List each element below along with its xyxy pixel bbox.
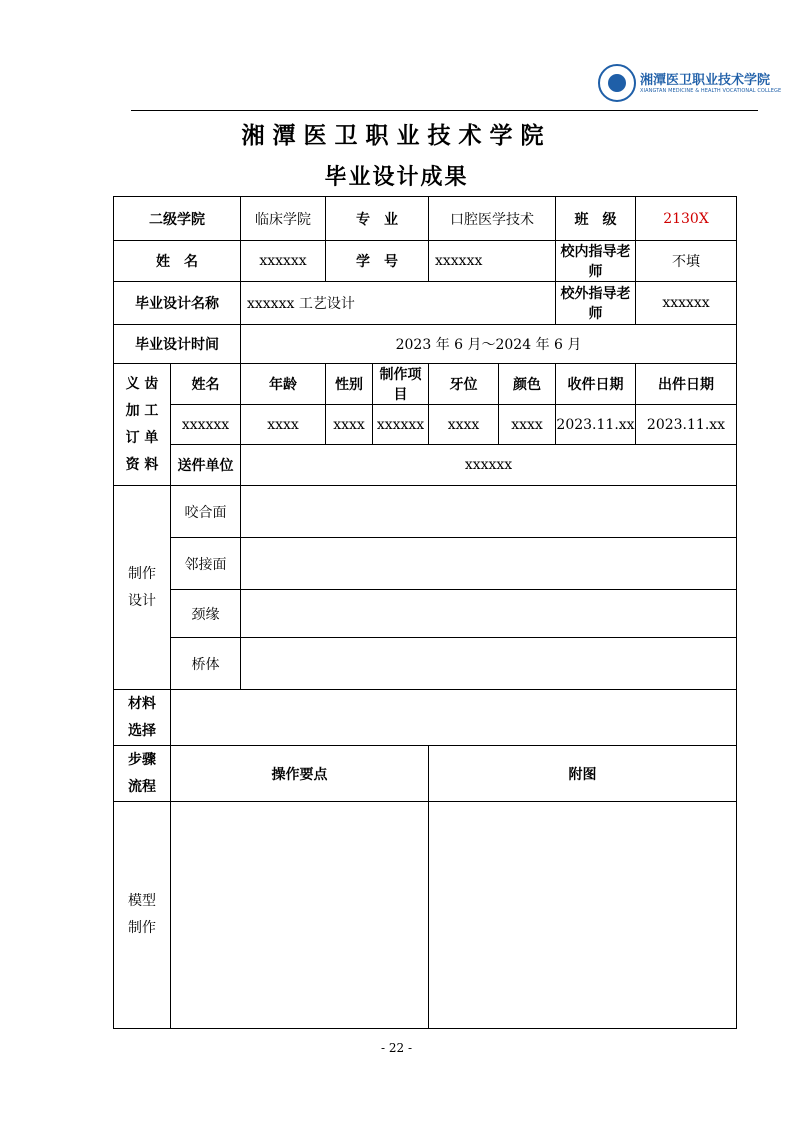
occlusal-label: 咬合面 — [171, 486, 241, 538]
sender-value: xxxxxx — [241, 445, 737, 486]
major-label: 专 业 — [326, 197, 429, 241]
graduation-design-form — [113, 196, 737, 1029]
student-id-value: xxxxxx — [429, 241, 556, 282]
order-value-item: xxxxxx — [373, 405, 429, 445]
order-value-age: xxxx — [241, 405, 326, 445]
order-header-item: 制作项目 — [373, 364, 429, 405]
order-value-tooth: xxxx — [429, 405, 499, 445]
cervical-label: 颈缘 — [171, 590, 241, 638]
order-header-gender: 性别 — [326, 364, 373, 405]
order-value-name: xxxxxx — [171, 405, 241, 445]
header-rule — [131, 110, 758, 111]
design-name-value: xxxxxx 工艺设计 — [241, 282, 556, 325]
order-value-receive-date: 2023.11.xx — [556, 405, 636, 445]
cervical-value — [241, 590, 737, 638]
design-time-label: 毕业设计时间 — [114, 325, 241, 364]
student-name-label: 姓 名 — [114, 241, 241, 282]
order-value-gender: xxxx — [326, 405, 373, 445]
order-header-tooth: 牙位 — [429, 364, 499, 405]
order-value-ship-date: 2023.11.xx — [636, 405, 737, 445]
logo-text-cn: 湘潭医卫职业技术学院 — [640, 73, 771, 88]
college-value: 临床学院 — [241, 197, 326, 241]
logo-text-en: XIANGTAN MEDICINE & HEALTH VOCATIONAL COLLEGE — [640, 88, 782, 94]
material-value — [171, 690, 737, 746]
steps-label: 步骤 流程 — [114, 746, 171, 802]
inner-tutor-label: 校内指导老师 — [556, 241, 636, 282]
model-label: 模型 制作 — [114, 802, 171, 1029]
student-name-value: xxxxxx — [241, 241, 326, 282]
material-label: 材料 选择 — [114, 690, 171, 746]
order-header-age: 年龄 — [241, 364, 326, 405]
inner-tutor-value: 不填 — [636, 241, 737, 282]
figure-cell — [429, 802, 737, 1029]
design-section-label: 制作 设计 — [114, 486, 171, 690]
major-value: 口腔医学技术 — [429, 197, 556, 241]
order-section-label: 义 齿 加 工 订 单 资 料 — [114, 364, 171, 486]
page-number: - 22 - — [380, 1041, 412, 1055]
page-subtitle: 毕业设计成果 — [324, 165, 469, 190]
college-label: 二级学院 — [114, 197, 241, 241]
class-label: 班 级 — [556, 197, 636, 241]
design-name-label: 毕业设计名称 — [114, 282, 241, 325]
college-emblem-icon — [598, 64, 636, 102]
class-value: 2130X — [636, 197, 737, 241]
operation-points-cell — [171, 802, 429, 1029]
outer-tutor-value: xxxxxx — [636, 282, 737, 325]
order-header-color: 颜色 — [499, 364, 556, 405]
pontic-label: 桥体 — [171, 638, 241, 690]
figure-header: 附图 — [429, 746, 737, 802]
college-logo — [598, 64, 782, 104]
page-title: 湘潭医卫职业技术学院 — [241, 123, 552, 149]
student-id-label: 学 号 — [326, 241, 429, 282]
design-time-value: 2023 年 6 月～2024 年 6 月 — [241, 325, 737, 364]
proximal-value — [241, 538, 737, 590]
occlusal-value — [241, 486, 737, 538]
order-header-ship-date: 出件日期 — [636, 364, 737, 405]
outer-tutor-label: 校外指导老师 — [556, 282, 636, 325]
order-header-receive-date: 收件日期 — [556, 364, 636, 405]
order-value-color: xxxx — [499, 405, 556, 445]
pontic-value — [241, 638, 737, 690]
sender-label: 送件单位 — [171, 445, 241, 486]
operation-points-header: 操作要点 — [171, 746, 429, 802]
proximal-label: 邻接面 — [171, 538, 241, 590]
order-header-name: 姓名 — [171, 364, 241, 405]
